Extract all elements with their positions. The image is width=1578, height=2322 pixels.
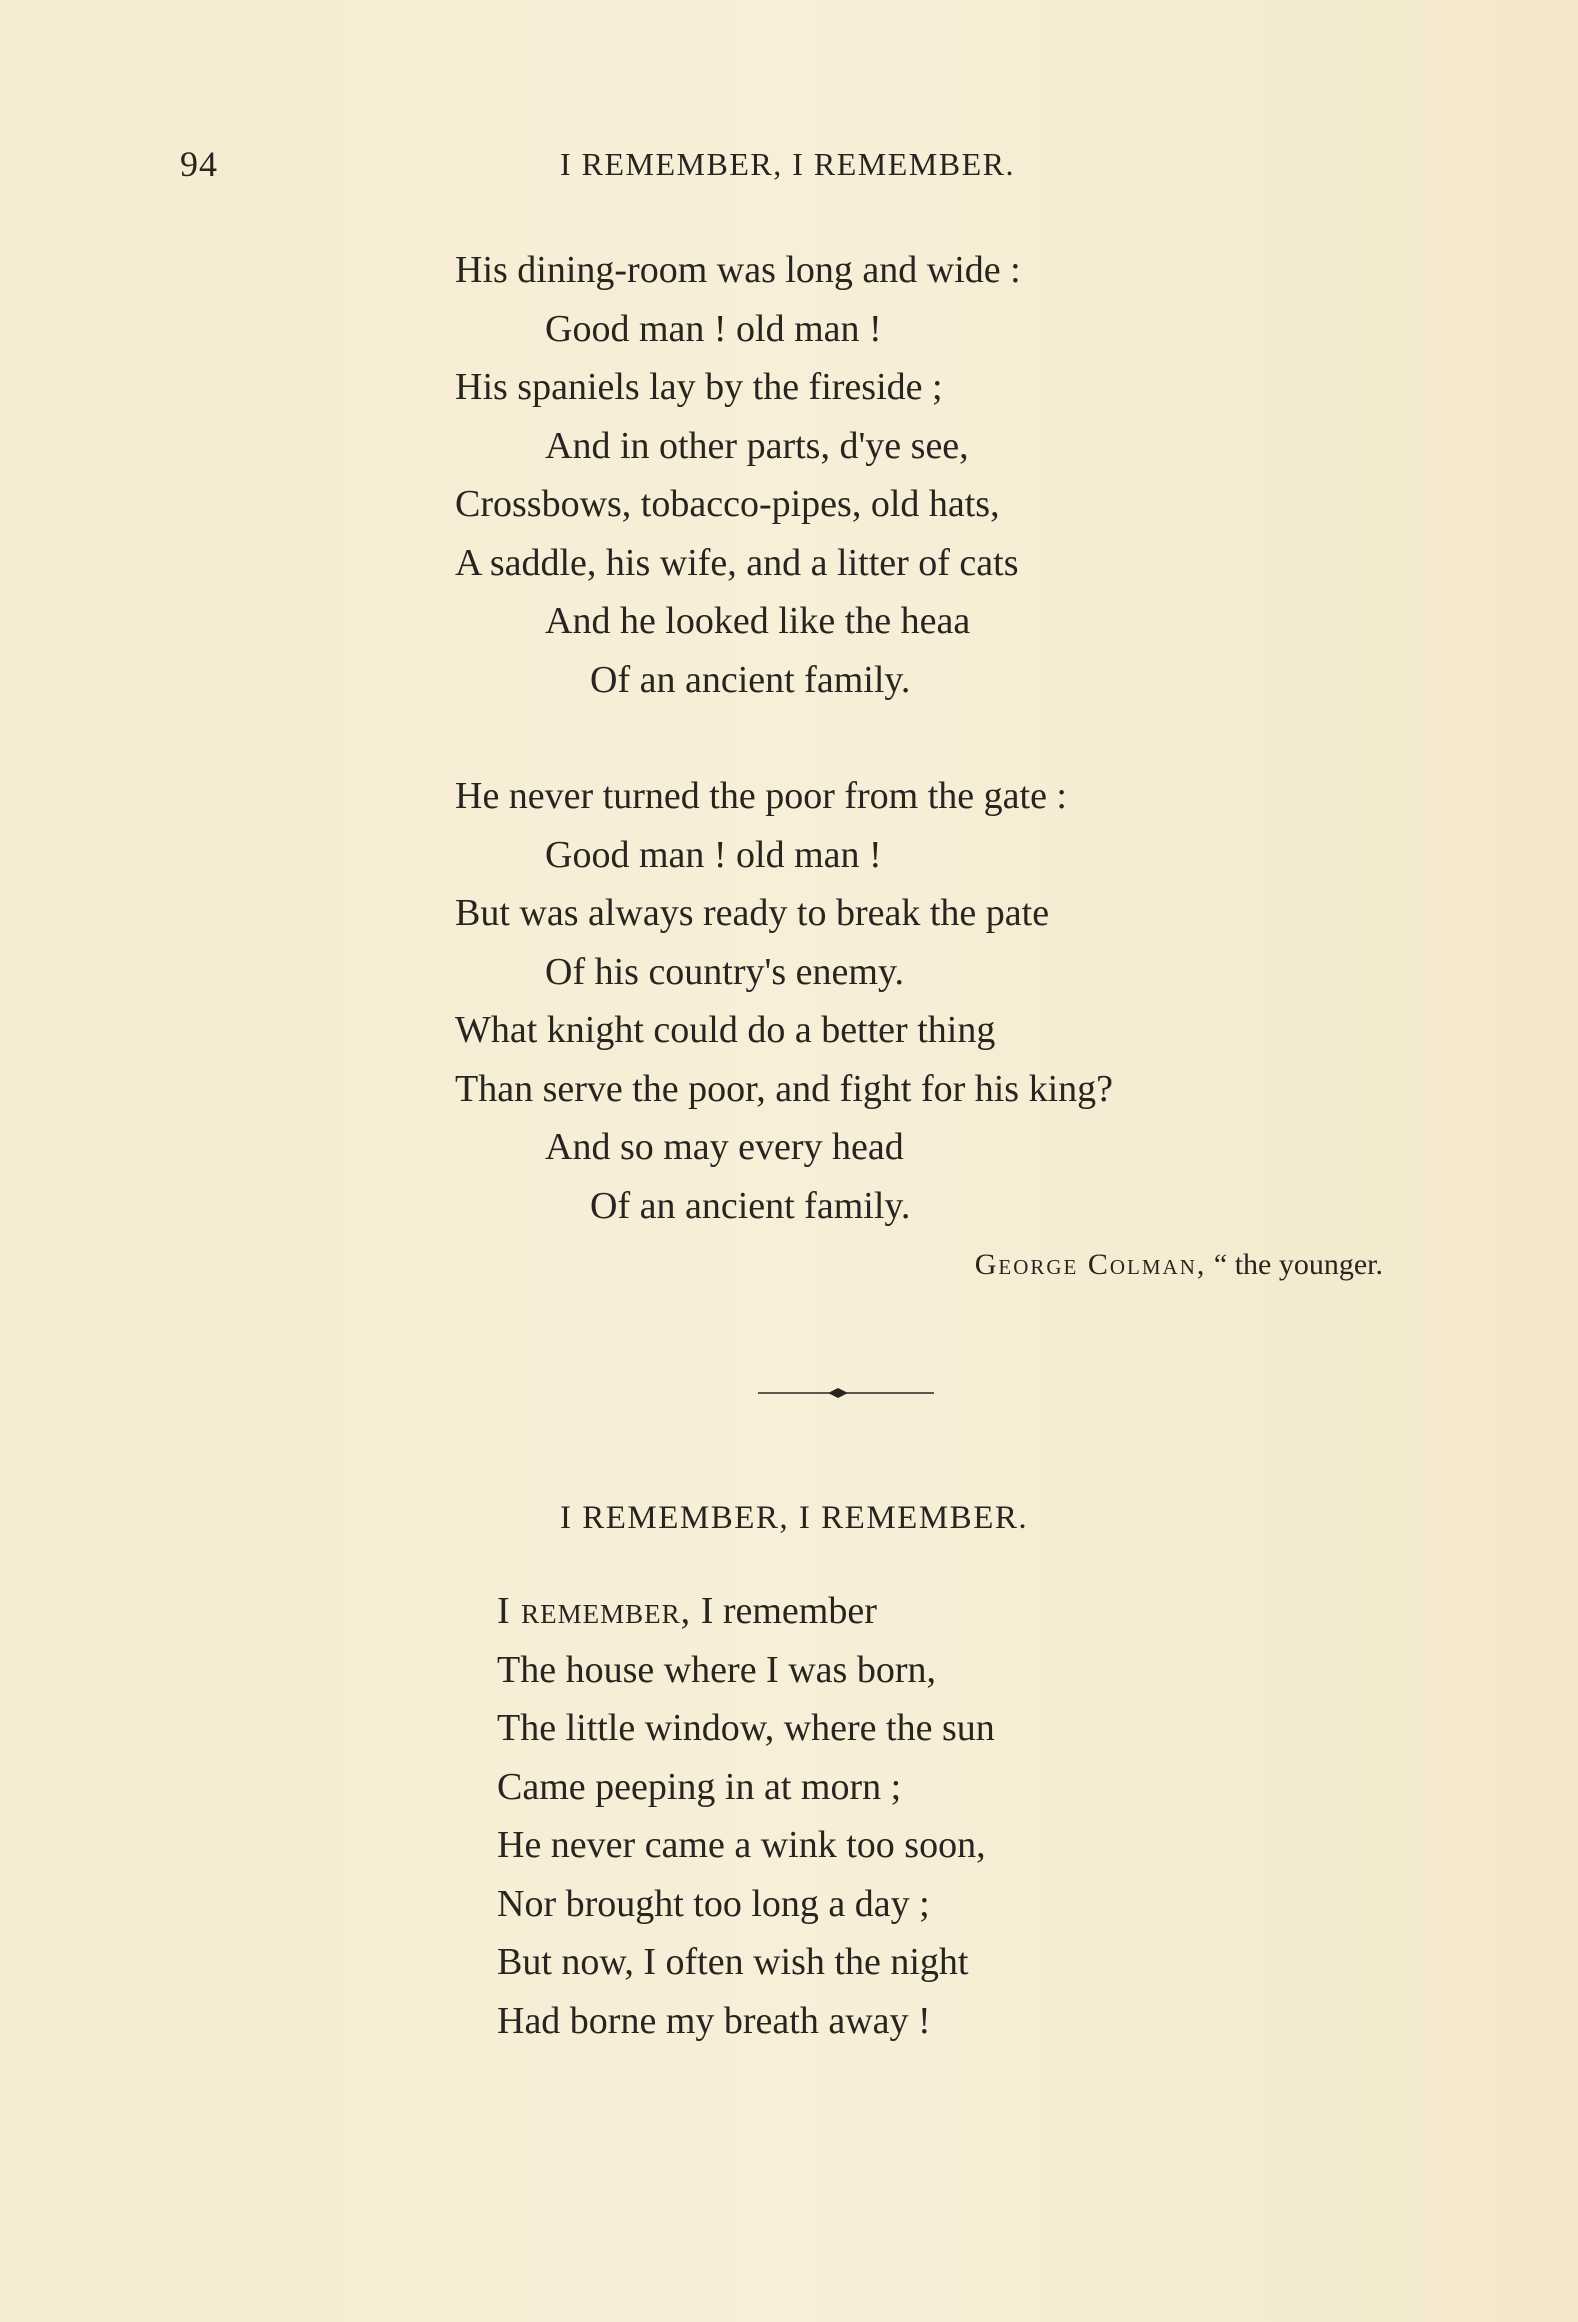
poem-line: The little window, where the sun [497,1707,995,1749]
poem-line: Of an ancient family. [590,658,911,701]
poem-line: He never came a wink too soon, [497,1824,986,1866]
poem-line: And in other parts, d'ye see, [545,424,969,467]
poem-line: The house where I was born, [497,1648,936,1691]
author-name: George Colman, [974,1248,1207,1281]
poem-line: A saddle, his wife, and a litter of cats [455,541,1019,584]
poem-stanza [497,1582,995,2050]
poem-line: Good man ! old man ! [545,307,882,350]
poem-line: What knight could do a better thing [455,1009,996,1051]
poem-title: I REMEMBER, I REMEMBER. [560,1500,1029,1536]
poem-line: Crossbows, tobacco-pipes, old hats, [455,483,1000,525]
poem-line: And he looked like the heaa [545,600,971,642]
opening-line-rest: I remember [691,1590,877,1632]
running-title: I REMEMBER, I REMEMBER. [560,146,1015,182]
poem-line: His spaniels lay by the fireside ; [455,366,943,408]
section-divider-ornament [758,1385,934,1401]
poem-line: Came peeping in at morn ; [497,1765,902,1808]
poem-line: Good man ! old man ! [545,833,882,876]
poem-line: His dining-room was long and wide : [455,249,1021,291]
poem-line: Of his country's enemy. [545,950,904,993]
poem-line: But now, I often wish the night [497,1941,969,1983]
poem-line: But was always ready to break the pate [455,892,1050,934]
poem-line: And so may every head [545,1126,904,1168]
poem-line: He never turned the poor from the gate : [455,775,1067,817]
author-note: “ the younger. [1213,1248,1383,1281]
poem-attribution [975,1248,1383,1282]
page-number: 94 [180,144,218,184]
opening-words: I remember, [497,1590,692,1632]
poem-line [497,1582,995,1641]
poem-line: Nor brought too long a day ; [497,1882,930,1925]
poem-stanza [455,767,1113,1235]
poem-line: Had borne my breath away ! [497,1999,931,2042]
poem-stanza [455,241,1021,709]
poem-line: Than serve the poor, and fight for his king? [455,1067,1114,1110]
poem-line: Of an ancient family. [590,1184,911,1227]
